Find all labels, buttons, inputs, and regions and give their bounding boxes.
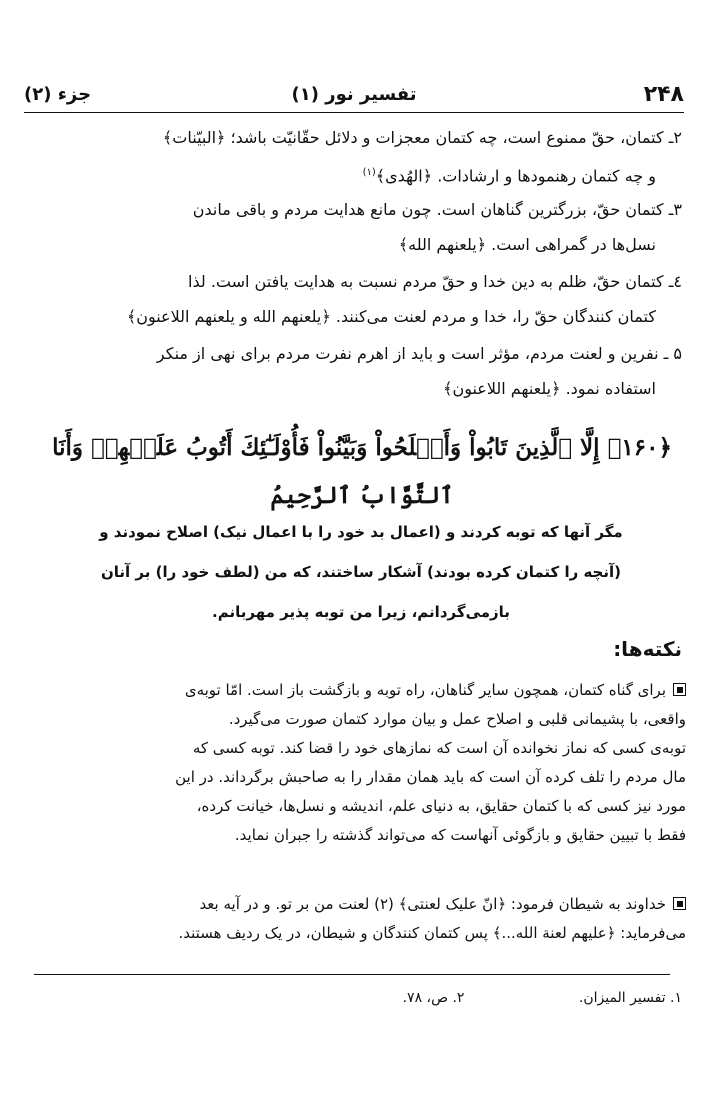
point-5 [50, 336, 682, 406]
point-4 [50, 264, 682, 334]
point-line: ۳ـ کتمان حقّ، بزرگترین گناهان است. چون مانع هدایت مردم و باقی ماندن [192, 200, 682, 219]
note-line: فقط با تبیین حقایق و بازگوئی آنهاست که می‌تواند گذشته را جبران نماید. [234, 826, 686, 844]
note-2 [36, 890, 686, 948]
point-line: و چه کتمان رهنمودها و ارشادات. ﴿الهُدی﴾$^{(۱)}$ [362, 166, 656, 186]
note-line: می‌فرماید: ﴿علیهم لعنة الله...﴾ پس کتمان کنندگان و شیطان، در یک ردیف هستند. [178, 924, 686, 942]
point-line: ۵ ـ نفرین و لعنت مردم، مؤثر است و باید از اهرم نفرت مردم برای نهی از منکر [156, 344, 682, 363]
verse-translation [56, 512, 666, 632]
note-line: خداوند به شیطان فرمود: ﴿انّ علیک لعنتی﴾ (۲) لعنت من بر تو. و در آیه بعد [36, 890, 686, 919]
footnotes [42, 990, 682, 1006]
square-bullet-icon [673, 683, 686, 696]
quran-verse [42, 424, 682, 520]
note-line: برای گناه کتمان، همچون سایر گناهان، راه توبه و بازگشت باز است. امّا توبه‌ی [36, 676, 686, 705]
point-line: نسل‌ها در گمراهی است. ﴿یلعنهم الله﴾ [398, 235, 656, 254]
page-number: ۲۴۸ [643, 82, 684, 107]
point-3 [50, 192, 682, 262]
point-line: استفاده نمود. ﴿یلعنهم اللاعنون﴾ [443, 379, 656, 398]
verse-line: ﴿۱۶۰﴾ إِلَّا ٱلَّذِينَ تَابُواْ وَأَصۡلَحُواْ وَبَيَّنُواْ فَأُوْلَـٰٓئِكَ أَتُوبُ عَلَيۡهِمۡ وَأَنَا [52, 434, 672, 461]
point-line: ۲ـ کتمان، حقّ ممنوع است، چه کتمان معجزات و دلائل حقّانیّت باشد؛ ﴿البیّنات﴾ [162, 128, 682, 147]
notes-heading: نکته‌ها: [613, 637, 682, 661]
book-title: تفسیر نور (۱) [291, 84, 417, 105]
verse-line: ٱلتَّوَّابُ ٱلرَّحِيمُ [270, 482, 454, 509]
footnote-divider [34, 974, 670, 975]
point-line: کتمان کنندگان حقّ را، خدا و مردم لعنت می‌کنند. ﴿یلعنهم الله و یلعنهم اللاعنون﴾ [126, 307, 656, 326]
verse-number: ﴿۱۶۰﴾ [607, 434, 672, 461]
part-label: جزء (۲) [24, 84, 92, 105]
note-line: توبه‌ی کسی که نماز نخوانده آن است که نمازهای خود را قضا کند. توبه کسی که [192, 739, 686, 757]
footnote-2: ۲. ص، ۷۸. [402, 990, 465, 1006]
translation-line: (آنچه را کتمان کرده بودند) آشکار ساختند، که من (لطف خود را) بر آنان [100, 563, 621, 581]
note-line: مورد نیز کسی که با کتمان حقایق، به دنیای علم، اندیشه و نسل‌ها، خیانت کرده، [196, 797, 686, 815]
page-header [24, 78, 684, 113]
point-line: ٤ـ کتمان حقّ، ظلم به دین خدا و حقّ مردم نسبت به هدایت یافتن است. لذا [188, 272, 682, 291]
note-line: مال مردم را تلف کرده آن است که باید همان مقدار را به صاحبش برگرداند. در این [175, 768, 686, 786]
point-2 [50, 120, 682, 193]
note-line: واقعی، با پشیمانی قلبی و اصلاح عمل و بیان موارد کتمان صورت می‌گیرد. [228, 710, 686, 728]
translation-line: مگر آنها که توبه کردند و (اعمال بد خود را با اعمال نیک) اصلاح نمودند و [99, 523, 623, 541]
translation-line: بازمی‌گردانم، زیرا من توبه پذیر مهربانم. [212, 603, 510, 621]
footnote-1: ۱. تفسیر المیزان. [578, 990, 682, 1006]
note-1 [36, 676, 686, 850]
square-bullet-icon [673, 897, 686, 910]
footnote-ref: (۱) [362, 167, 376, 178]
